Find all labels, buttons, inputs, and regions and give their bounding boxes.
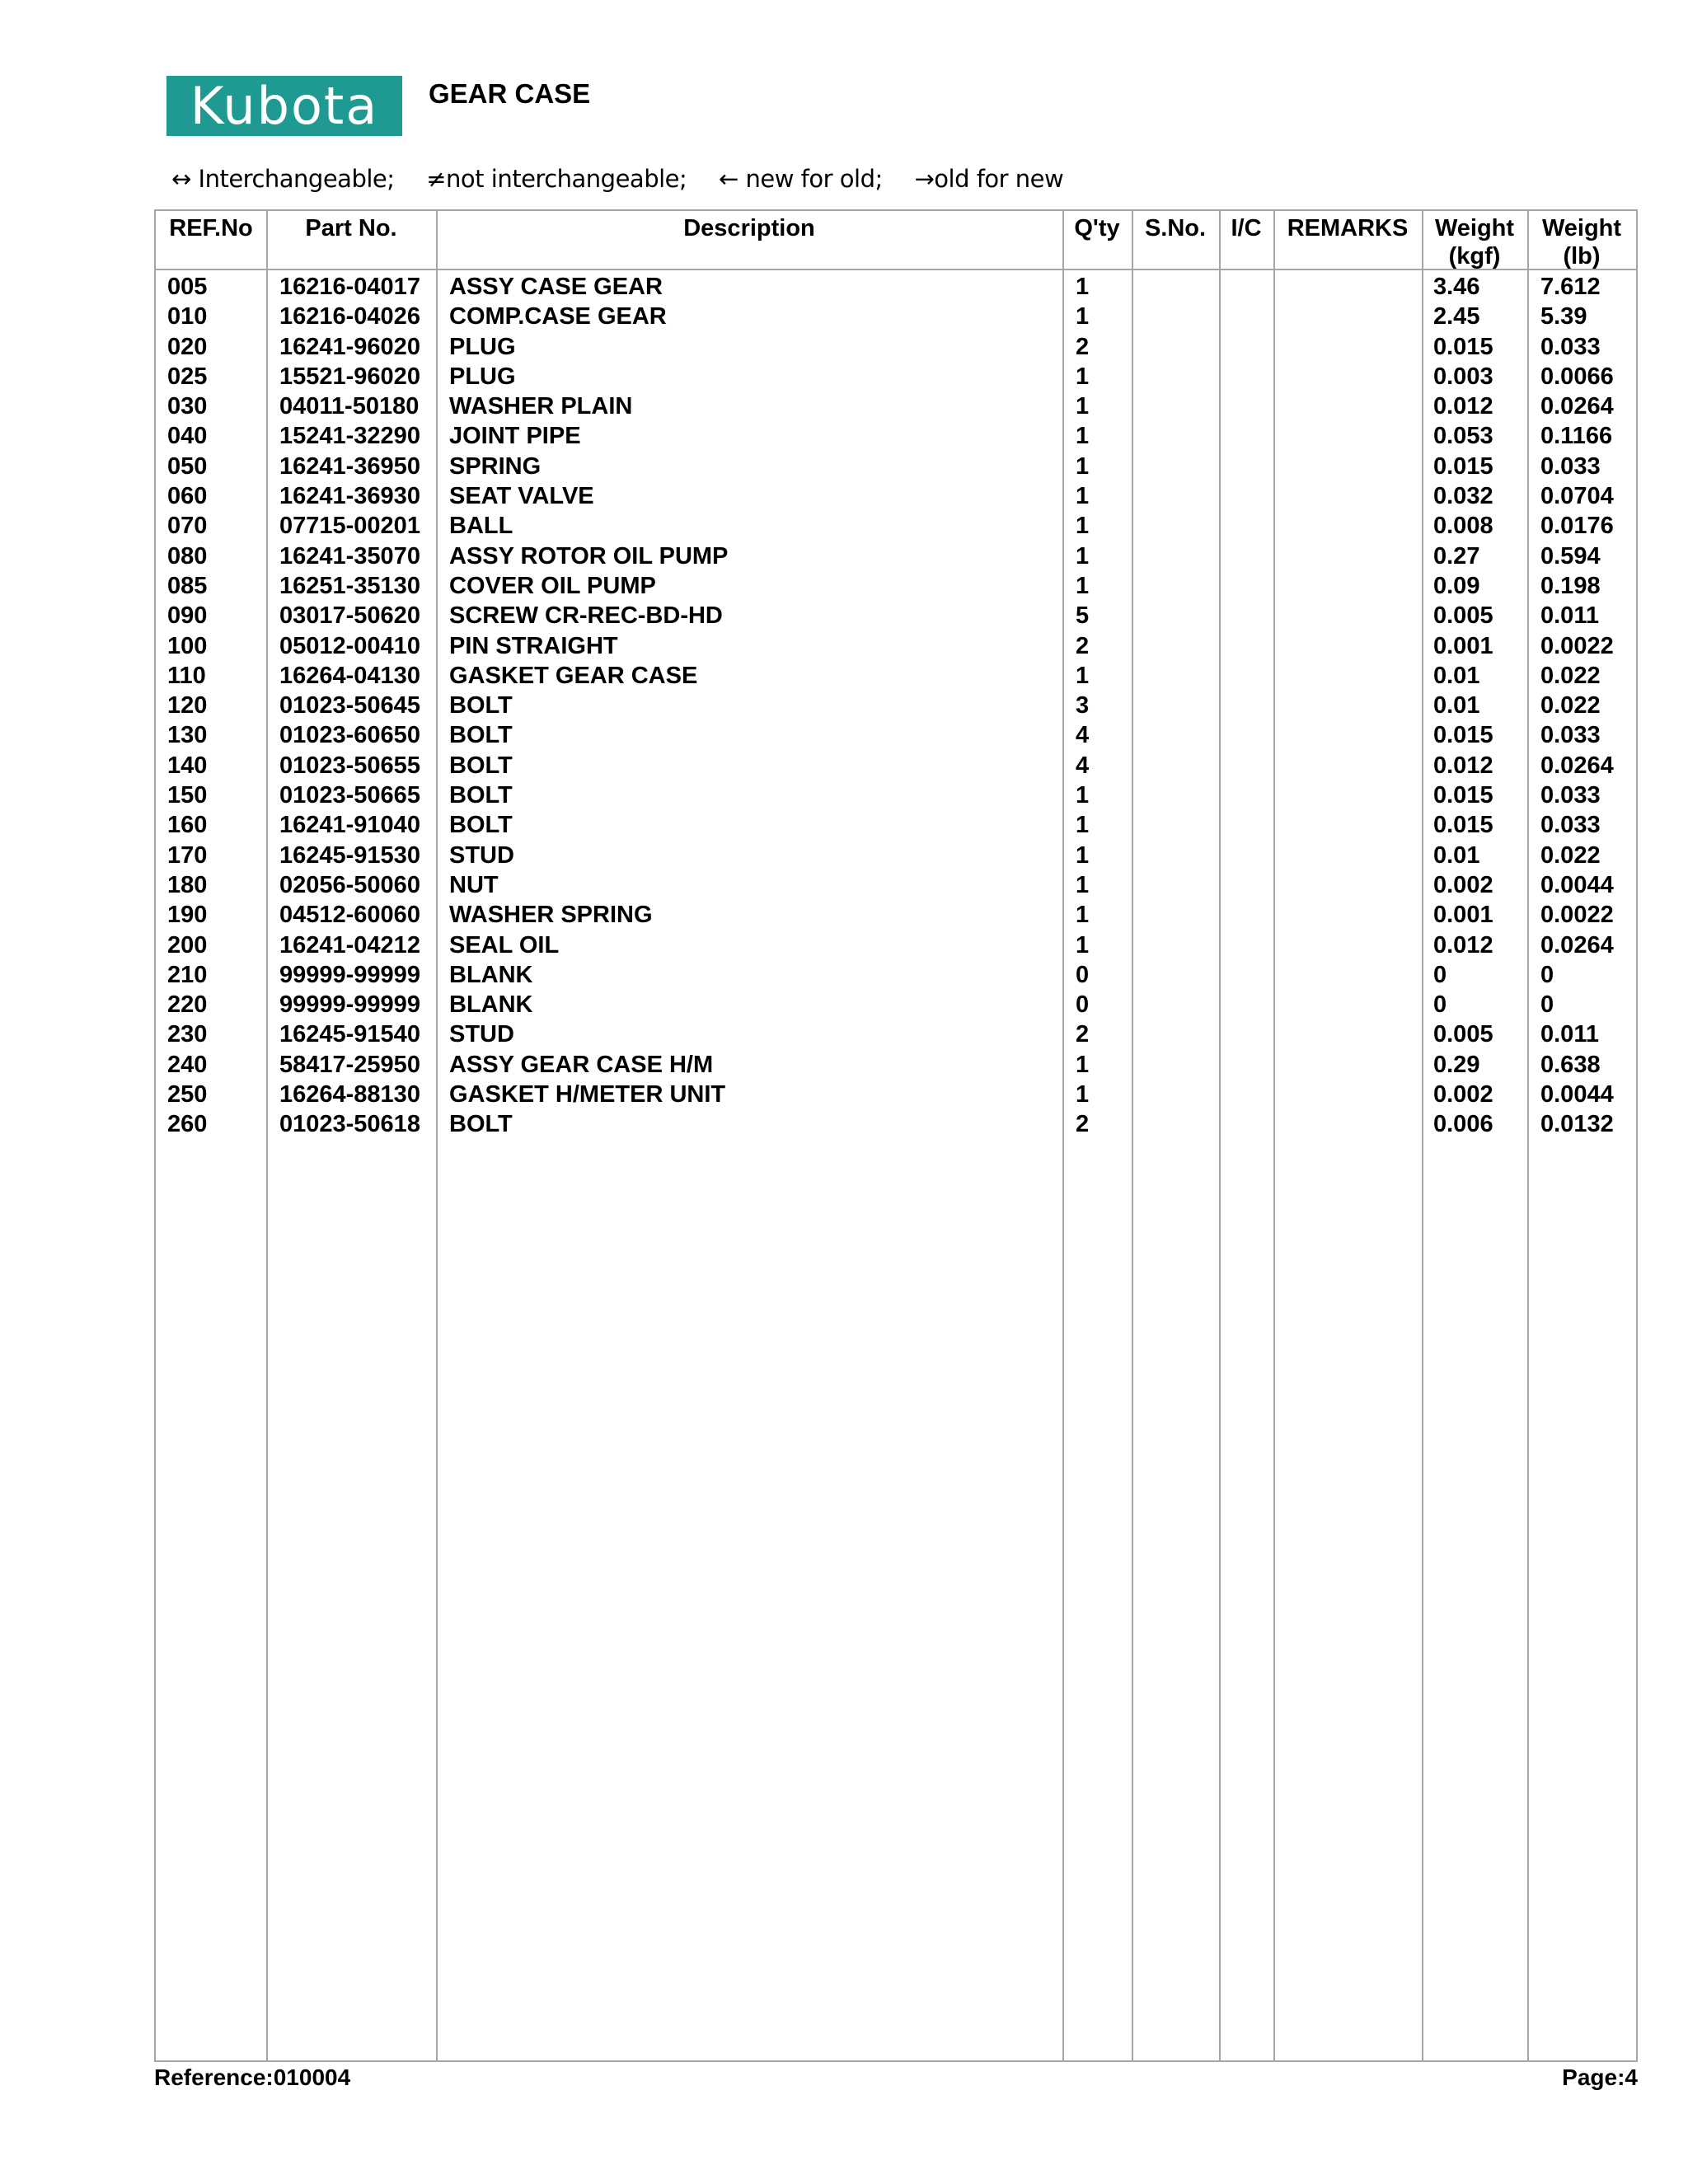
table-row	[156, 481, 1636, 511]
weight-kgf-cell: 0.015	[1433, 452, 1493, 480]
ref-cell: 085	[167, 572, 208, 599]
page-title: GEAR CASE	[429, 78, 591, 109]
part-number-cell: 16241-04212	[279, 931, 420, 958]
description-cell: SPRING	[449, 452, 542, 480]
part-number-cell: 16264-88130	[279, 1081, 420, 1108]
weight-lb-cell: 0.011	[1540, 602, 1599, 630]
weight-kgf-cell: 0.012	[1433, 752, 1493, 779]
weight-kgf-cell: 0.01	[1433, 692, 1480, 719]
header-ic: I/C	[1231, 215, 1262, 241]
weight-kgf-cell: 0.005	[1433, 1021, 1493, 1048]
description-cell: BALL	[449, 513, 513, 540]
weight-kgf-cell: 0.27	[1433, 542, 1480, 569]
part-number-cell: 15521-96020	[279, 363, 420, 390]
weight-kgf-cell: 0.032	[1433, 483, 1493, 510]
part-number-cell: 16241-36930	[279, 483, 420, 510]
weight-kgf-cell: 0.015	[1433, 722, 1493, 749]
weight-kgf-cell: 0.002	[1433, 1081, 1493, 1108]
description-cell: BOLT	[449, 752, 513, 779]
part-number-cell: 16245-91540	[279, 1021, 420, 1048]
table-row	[156, 751, 1636, 780]
weight-kgf-cell: 0.008	[1433, 513, 1493, 540]
table-row	[156, 272, 1636, 302]
weight-kgf-cell: 2.45	[1433, 303, 1480, 330]
weight-lb-cell: 0.033	[1540, 333, 1601, 360]
table-row	[156, 870, 1636, 900]
ref-cell: 020	[167, 333, 208, 360]
part-number-cell: 15241-32290	[279, 423, 420, 450]
part-number-cell: 01023-60650	[279, 722, 420, 749]
quantity-cell: 4	[1076, 722, 1090, 749]
description-cell: PIN STRAIGHT	[449, 632, 618, 659]
quantity-cell: 2	[1076, 1021, 1090, 1048]
parts-table	[154, 209, 1638, 2062]
quantity-cell: 1	[1076, 931, 1090, 958]
table-row	[156, 900, 1636, 930]
header-weight-lb: Weight (lb)	[1541, 215, 1622, 269]
part-number-cell: 16241-35070	[279, 542, 420, 569]
quantity-cell: 1	[1076, 483, 1090, 510]
description-cell: ASSY GEAR CASE H/M	[449, 1051, 714, 1078]
table-row	[156, 691, 1636, 720]
weight-lb-cell: 0.0264	[1540, 393, 1614, 420]
part-number-cell: 04011-50180	[279, 393, 420, 420]
weight-kgf-cell: 0.001	[1433, 632, 1493, 659]
weight-kgf-cell: 0.006	[1433, 1111, 1493, 1138]
part-number-cell: 01023-50665	[279, 782, 420, 809]
ref-cell: 070	[167, 513, 208, 540]
weight-kgf-cell: 0.015	[1433, 333, 1493, 360]
quantity-cell: 1	[1076, 363, 1090, 390]
table-row	[156, 960, 1636, 990]
quantity-cell: 1	[1076, 452, 1090, 480]
ref-cell: 210	[167, 961, 208, 988]
legend-not-interchangeable: ≠not interchangeable;	[426, 165, 687, 193]
description-cell: GASKET GEAR CASE	[449, 662, 698, 689]
weight-kgf-cell: 0.053	[1433, 423, 1493, 450]
quantity-cell: 1	[1076, 841, 1090, 869]
table-row	[156, 511, 1636, 541]
ref-cell: 220	[167, 991, 208, 1019]
table-row	[156, 391, 1636, 421]
quantity-cell: 1	[1076, 1051, 1090, 1078]
description-cell: ASSY ROTOR OIL PUMP	[449, 542, 729, 569]
quantity-cell: 1	[1076, 871, 1090, 898]
weight-lb-cell: 0.033	[1540, 452, 1601, 480]
part-number-cell: 07715-00201	[279, 513, 420, 540]
weight-lb-cell: 0.0264	[1540, 931, 1614, 958]
part-number-cell: 99999-99999	[279, 961, 420, 988]
page-number: Page:4	[1562, 2064, 1638, 2090]
part-number-cell: 99999-99999	[279, 991, 420, 1019]
reference-number: Reference:010004	[154, 2064, 351, 2090]
quantity-cell: 1	[1076, 274, 1090, 300]
table-row	[156, 990, 1636, 1019]
weight-lb-cell: 0.033	[1540, 782, 1601, 809]
header-remarks: REMARKS	[1287, 215, 1409, 241]
weight-kgf-cell: 0.012	[1433, 931, 1493, 958]
weight-lb-cell: 0.1166	[1540, 423, 1613, 450]
ref-cell: 250	[167, 1081, 208, 1108]
description-cell: STUD	[449, 1021, 514, 1048]
weight-lb-cell: 0.638	[1540, 1051, 1601, 1078]
header-serial-no: S.No.	[1144, 215, 1207, 241]
quantity-cell: 1	[1076, 423, 1090, 450]
ref-cell: 110	[167, 662, 206, 689]
ref-cell: 100	[167, 632, 208, 659]
part-number-cell: 16216-04017	[279, 274, 420, 300]
part-number-cell: 16251-35130	[279, 572, 420, 599]
table-row	[156, 841, 1636, 870]
table-row	[156, 362, 1636, 391]
weight-lb-cell: 0.0022	[1540, 902, 1614, 929]
ref-cell: 010	[167, 303, 208, 330]
weight-kgf-cell: 0.09	[1433, 572, 1480, 599]
description-cell: ASSY CASE GEAR	[449, 274, 663, 300]
ref-cell: 150	[167, 782, 208, 809]
weight-lb-cell: 0.022	[1540, 662, 1601, 689]
description-cell: BOLT	[449, 1111, 513, 1138]
description-cell: SCREW CR-REC-BD-HD	[449, 602, 723, 630]
description-cell: PLUG	[449, 333, 516, 360]
table-row	[156, 1019, 1636, 1049]
weight-kgf-cell: 3.46	[1433, 274, 1480, 300]
header-quantity: Q'ty	[1074, 215, 1120, 241]
table-row	[156, 810, 1636, 840]
description-cell: COVER OIL PUMP	[449, 572, 656, 599]
description-cell: JOINT PIPE	[449, 423, 581, 450]
weight-kgf-cell: 0.012	[1433, 393, 1493, 420]
quantity-cell: 1	[1076, 303, 1090, 330]
quantity-cell: 2	[1076, 1111, 1090, 1138]
part-number-cell: 16241-96020	[279, 333, 420, 360]
weight-lb-cell: 0.0022	[1540, 632, 1614, 659]
table-row	[156, 571, 1636, 601]
header-divider	[156, 269, 1636, 270]
quantity-cell: 3	[1076, 692, 1090, 719]
table-row	[156, 661, 1636, 691]
table-row	[156, 780, 1636, 810]
weight-lb-cell: 0.011	[1540, 1021, 1599, 1048]
header-description: Description	[683, 215, 815, 241]
part-number-cell: 03017-50620	[279, 602, 420, 630]
kubota-logo	[166, 76, 402, 136]
table-row	[156, 421, 1636, 451]
ref-cell: 140	[167, 752, 208, 779]
quantity-cell: 1	[1076, 572, 1090, 599]
weight-lb-cell: 0.0176	[1540, 513, 1614, 540]
weight-lb-cell: 0.033	[1540, 812, 1601, 839]
ref-cell: 080	[167, 542, 208, 569]
weight-lb-cell: 7.612	[1540, 274, 1601, 300]
weight-kgf-cell: 0.01	[1433, 662, 1480, 689]
part-number-cell: 16264-04130	[279, 662, 420, 689]
legend-new-for-old: ← new for old;	[719, 165, 883, 193]
part-number-cell: 16216-04026	[279, 303, 420, 330]
quantity-cell: 1	[1076, 513, 1090, 540]
weight-lb-cell: 0.0044	[1540, 1081, 1614, 1108]
weight-lb-cell: 0.022	[1540, 692, 1601, 719]
header-weight-kgf: Weight (kgf)	[1434, 215, 1515, 269]
quantity-cell: 1	[1076, 393, 1090, 420]
description-cell: BLANK	[449, 961, 533, 988]
legend-old-for-new: →old for new	[914, 165, 1064, 193]
description-cell: SEAL OIL	[449, 931, 560, 958]
description-cell: COMP.CASE GEAR	[449, 303, 667, 330]
ref-cell: 060	[167, 483, 208, 510]
quantity-cell: 1	[1076, 1081, 1090, 1108]
weight-lb-cell: 0.0066	[1540, 363, 1614, 390]
weight-kgf-cell: 0.01	[1433, 841, 1480, 869]
quantity-cell: 2	[1076, 632, 1090, 659]
table-row	[156, 1080, 1636, 1109]
part-number-cell: 01023-50618	[279, 1111, 420, 1138]
ref-cell: 090	[167, 602, 208, 630]
description-cell: SEAT VALVE	[449, 483, 594, 510]
ref-cell: 130	[167, 722, 208, 749]
table-row	[156, 930, 1636, 960]
weight-lb-cell: 0	[1540, 961, 1554, 988]
description-cell: WASHER PLAIN	[449, 393, 633, 420]
part-number-cell: 02056-50060	[279, 871, 420, 898]
quantity-cell: 0	[1076, 991, 1090, 1019]
table-row	[156, 452, 1636, 481]
legend-interchangeable: ↔ Interchangeable;	[171, 165, 395, 193]
weight-lb-cell: 0.0704	[1540, 483, 1614, 510]
quantity-cell: 0	[1076, 961, 1090, 988]
part-number-cell: 05012-00410	[279, 632, 420, 659]
weight-kgf-cell: 0	[1433, 991, 1447, 1019]
weight-kgf-cell: 0.002	[1433, 871, 1493, 898]
weight-lb-cell: 0.0132	[1540, 1111, 1614, 1138]
table-row	[156, 601, 1636, 630]
interchangeability-legend	[171, 165, 1088, 193]
ref-cell: 030	[167, 393, 208, 420]
part-number-cell: 01023-50655	[279, 752, 420, 779]
ref-cell: 240	[167, 1051, 208, 1078]
ref-cell: 040	[167, 423, 208, 450]
quantity-cell: 2	[1076, 333, 1090, 360]
weight-lb-cell: 0.0044	[1540, 871, 1614, 898]
ref-cell: 120	[167, 692, 208, 719]
description-cell: PLUG	[449, 363, 516, 390]
ref-cell: 180	[167, 871, 208, 898]
weight-kgf-cell: 0.001	[1433, 902, 1493, 929]
weight-kgf-cell: 0.015	[1433, 782, 1493, 809]
weight-lb-cell: 0.0264	[1540, 752, 1614, 779]
ref-cell: 050	[167, 452, 208, 480]
description-cell: BOLT	[449, 782, 513, 809]
ref-cell: 200	[167, 931, 208, 958]
weight-lb-cell: 0.594	[1540, 542, 1601, 569]
table-row	[156, 720, 1636, 750]
ref-cell: 230	[167, 1021, 208, 1048]
quantity-cell: 5	[1076, 602, 1090, 630]
weight-kgf-cell: 0	[1433, 961, 1447, 988]
part-number-cell: 16241-91040	[279, 812, 420, 839]
weight-kgf-cell: 0.003	[1433, 363, 1493, 390]
part-number-cell: 04512-60060	[279, 902, 420, 929]
weight-lb-cell: 5.39	[1540, 303, 1587, 330]
part-number-cell: 16241-36950	[279, 452, 420, 480]
description-cell: BOLT	[449, 692, 513, 719]
description-cell: NUT	[449, 871, 499, 898]
table-row	[156, 302, 1636, 331]
quantity-cell: 1	[1076, 902, 1090, 929]
ref-cell: 160	[167, 812, 208, 839]
ref-cell: 260	[167, 1111, 208, 1138]
logo-text: Kubota	[190, 75, 379, 136]
ref-cell: 190	[167, 902, 208, 929]
weight-kgf-cell: 0.015	[1433, 812, 1493, 839]
description-cell: STUD	[449, 841, 514, 869]
part-number-cell: 01023-50645	[279, 692, 420, 719]
table-row	[156, 1050, 1636, 1080]
quantity-cell: 4	[1076, 752, 1090, 779]
quantity-cell: 1	[1076, 782, 1090, 809]
description-cell: WASHER SPRING	[449, 902, 653, 929]
part-number-cell: 16245-91530	[279, 841, 420, 869]
description-cell: GASKET H/METER UNIT	[449, 1081, 726, 1108]
header-ref-no: REF.No	[169, 215, 253, 241]
quantity-cell: 1	[1076, 662, 1090, 689]
description-cell: BLANK	[449, 991, 533, 1019]
weight-lb-cell: 0.198	[1540, 572, 1601, 599]
table-row	[156, 631, 1636, 661]
quantity-cell: 1	[1076, 542, 1090, 569]
ref-cell: 005	[167, 274, 208, 300]
table-body	[156, 272, 1636, 1140]
ref-cell: 025	[167, 363, 208, 390]
table-row	[156, 541, 1636, 571]
weight-lb-cell: 0.033	[1540, 722, 1601, 749]
description-cell: BOLT	[449, 722, 513, 749]
weight-kgf-cell: 0.005	[1433, 602, 1493, 630]
description-cell: BOLT	[449, 812, 513, 839]
part-number-cell: 58417-25950	[279, 1051, 420, 1078]
ref-cell: 170	[167, 841, 208, 869]
header-part-no: Part No.	[305, 215, 397, 241]
table-row	[156, 332, 1636, 362]
weight-lb-cell: 0.022	[1540, 841, 1601, 869]
weight-kgf-cell: 0.29	[1433, 1051, 1480, 1078]
weight-lb-cell: 0	[1540, 991, 1554, 1019]
quantity-cell: 1	[1076, 812, 1090, 839]
table-row	[156, 1109, 1636, 1139]
